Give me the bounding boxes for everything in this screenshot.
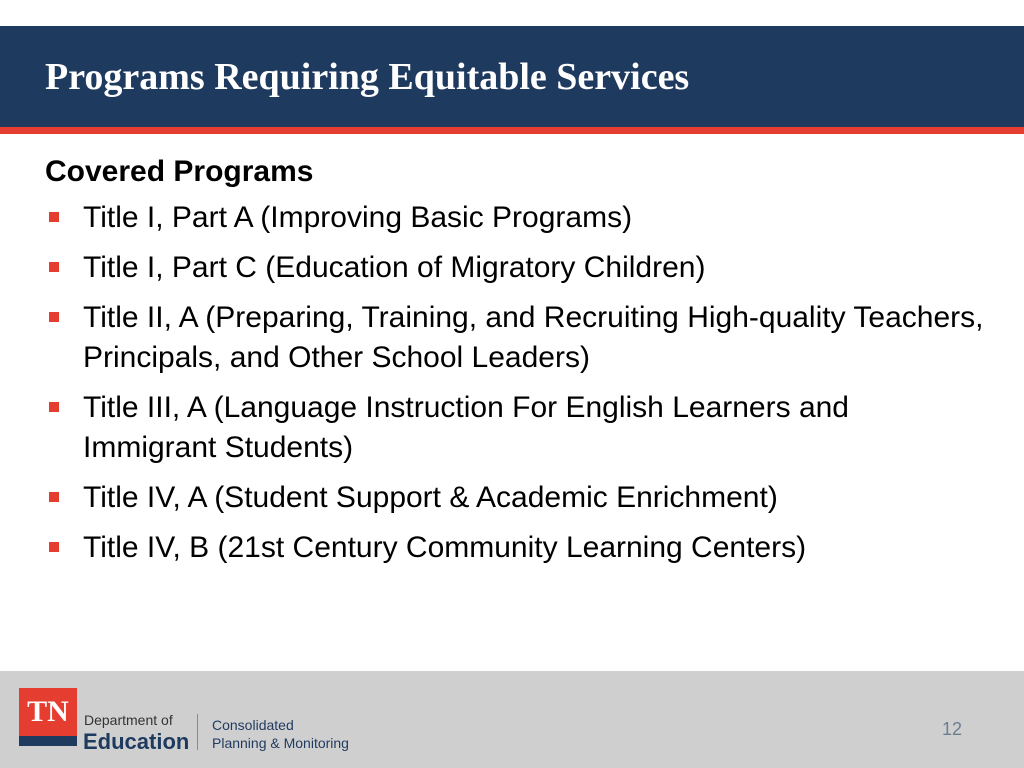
title-accent-stripe <box>0 127 1024 134</box>
list-item <box>45 388 985 468</box>
list-item-text: Title IV, A (Student Support & Academic Enrichment) <box>83 481 778 514</box>
footer-divider <box>197 714 198 750</box>
square-bullet-icon <box>49 542 59 552</box>
department-name: Education <box>83 729 190 754</box>
department-label: Department of <box>84 712 173 728</box>
list-item-text: Title III, A (Language Instruction For English Learners and Immigrant Students) <box>83 391 849 464</box>
page-number: 12 <box>941 719 962 739</box>
list-item <box>45 198 985 238</box>
list-item <box>45 528 985 568</box>
square-bullet-icon <box>49 312 59 322</box>
list-item-text: Title IV, B (21st Century Community Learning Centers) <box>83 531 807 564</box>
square-bullet-icon <box>49 492 59 502</box>
list-item-text: Title I, Part A (Improving Basic Programs) <box>83 201 633 234</box>
section-heading: Covered Programs <box>45 155 314 188</box>
office-name-line2: Planning & Monitoring <box>212 735 349 751</box>
list-item <box>45 248 985 288</box>
square-bullet-icon <box>49 262 59 272</box>
square-bullet-icon <box>49 402 59 412</box>
list-item-text: Title II, A (Preparing, Training, and Recruiting High-quality Teachers, Principals, and Other School Leaders) <box>83 301 984 374</box>
logo-navy-stripe <box>19 736 77 746</box>
square-bullet-icon <box>49 212 59 222</box>
list-item-text: Title I, Part C (Education of Migratory Children) <box>83 251 706 284</box>
slide-content <box>45 152 985 578</box>
tn-logo-icon <box>19 688 77 746</box>
slide-title: Programs Requiring Equitable Services <box>45 56 690 98</box>
list-item <box>45 478 985 518</box>
office-name-line1: Consolidated <box>212 717 294 733</box>
logo-text: TN <box>27 695 69 728</box>
list-item <box>45 298 985 378</box>
program-list <box>45 198 985 568</box>
